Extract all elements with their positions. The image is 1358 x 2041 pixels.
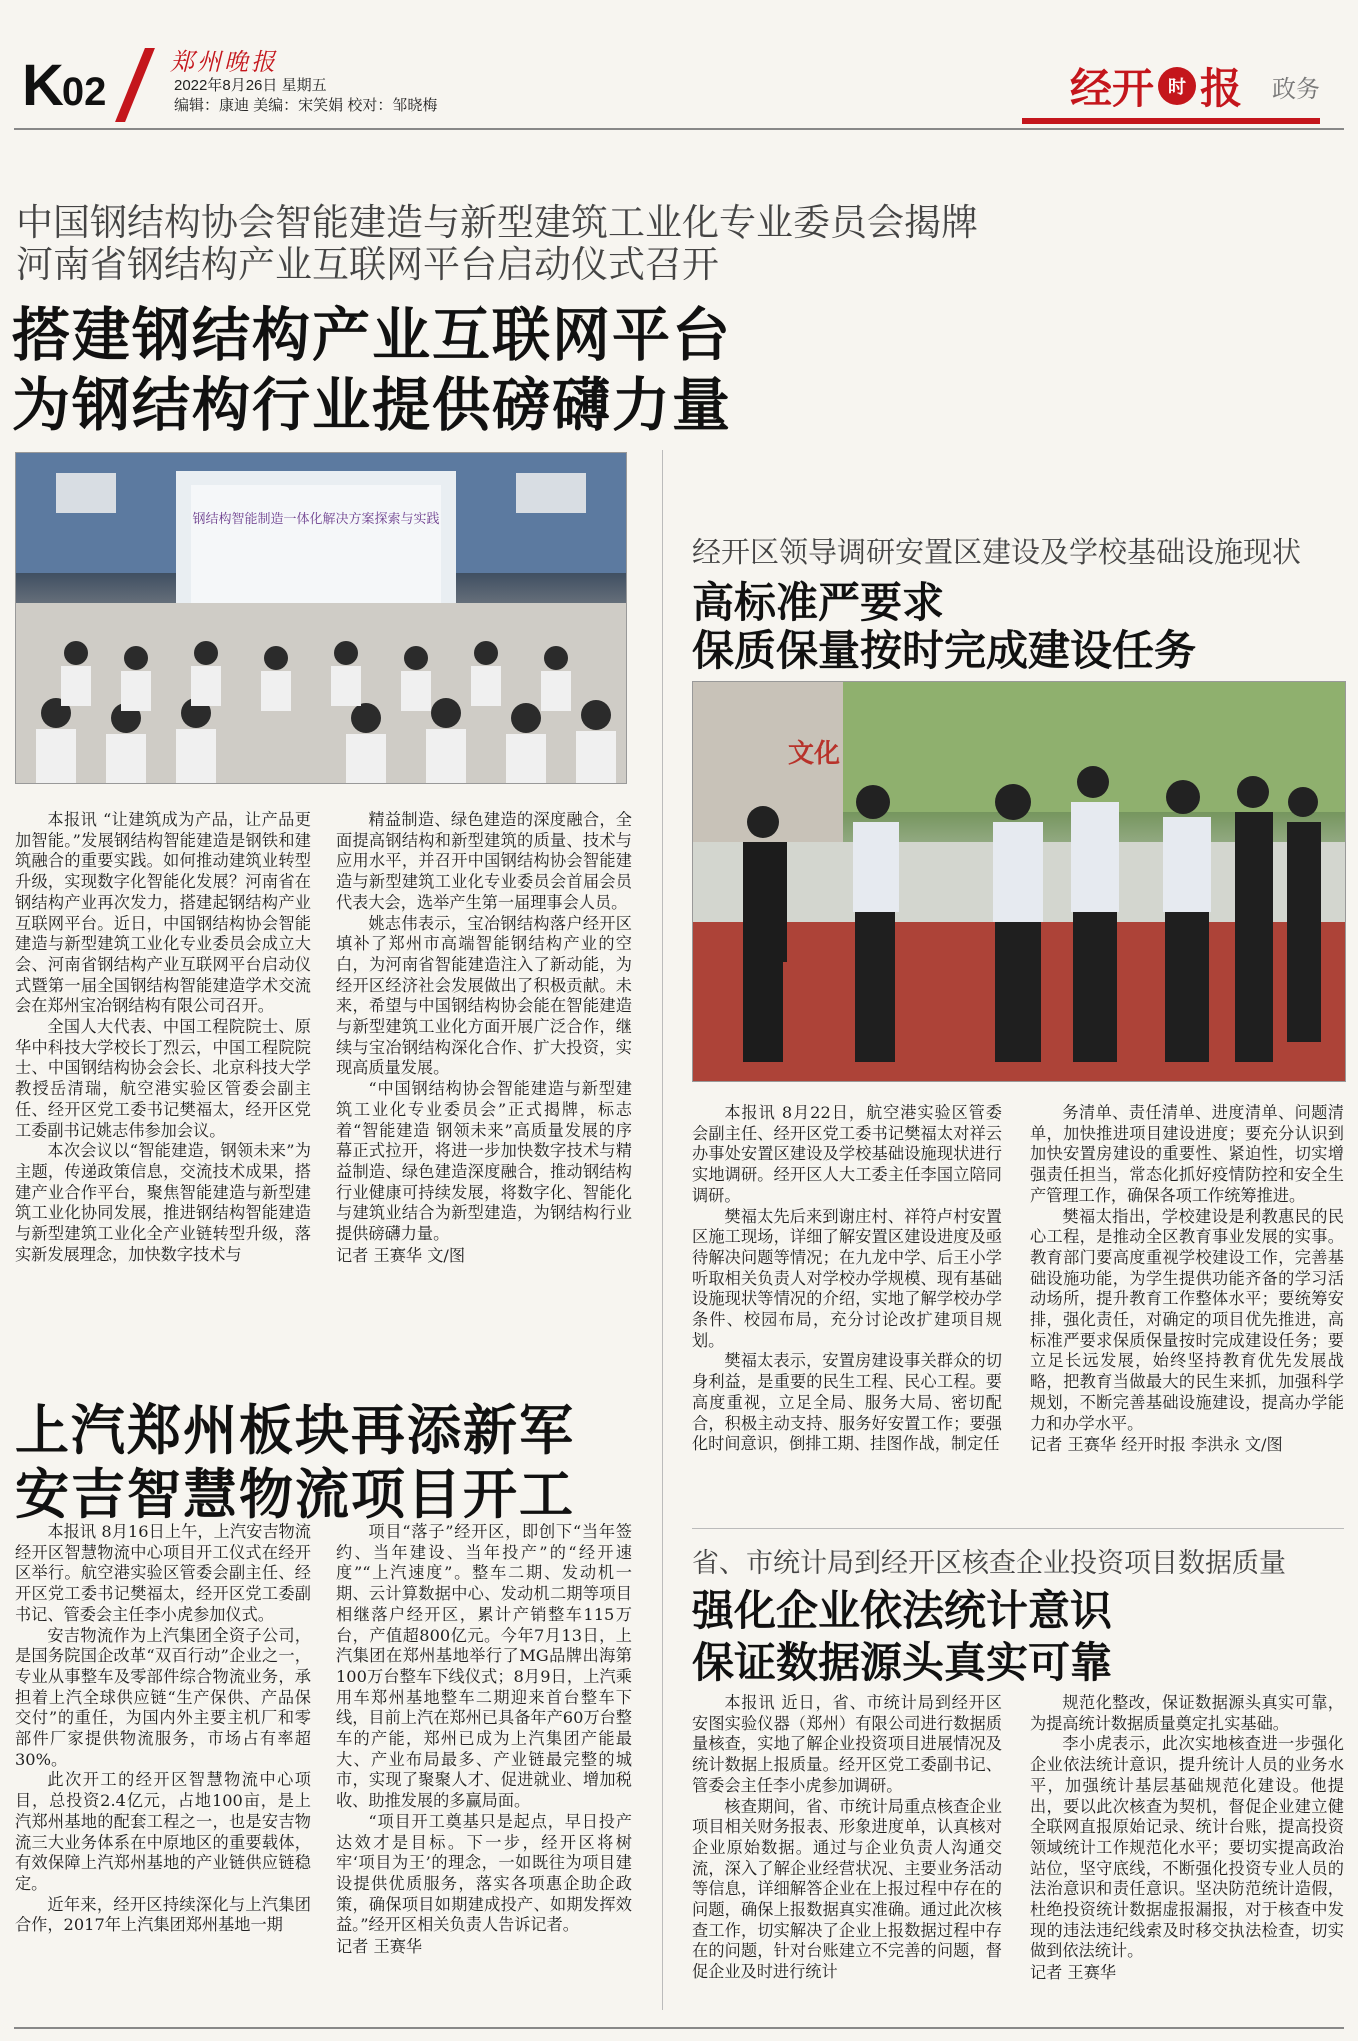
editor-credits: 编辑：康迪 美编：宋笑娟 校对：邹晓梅 <box>174 97 438 114</box>
article1-headline-2: 为钢结构行业提供磅礴力量 <box>12 373 733 438</box>
article2-photo-inspection <box>692 681 1346 1082</box>
article1-pre-title-1: 中国钢结构协会智能建造与新型建筑工业化专业委员会揭牌 <box>16 202 978 243</box>
article2-headline-2: 保质保量按时完成建设任务 <box>692 627 1197 674</box>
article4-column-b <box>1030 1693 1344 1984</box>
article1-photo-conference <box>15 452 627 784</box>
paragraph: 务清单、责任清单、进度清单、问题清单，加快推进项目建设进度；要充分认识到加快安置房建设的重要性、紧迫性，切实增强责任担当，常态化抓好疫情防控和安全生产管理工作，确保各项工作统筹推进。 <box>1030 1103 1344 1205</box>
masthead-slash <box>115 48 155 122</box>
article2-column-b <box>1030 1103 1344 1456</box>
paragraph: 近年来，经开区持续深化与上汽集团合作，2017年上汽集团郑州基地一期 <box>15 1894 311 1935</box>
article3-headline-2: 安吉智慧物流项目开工 <box>15 1465 575 1525</box>
paragraph: 本报讯 “让建筑成为产品，让产品更加智能。”发展钢结构智能建造是钢铁和建筑融合的重要实践。如何推动建筑业转型升级，实现数字化智能化发展？河南省在钢结构产业再次发力，搭建起钢结构产业互联网平台。近日，中国钢结构协会智能建造与新型建筑工业化专业委员会成立大会、河南省钢结构产业互联网平台启动仪式暨第一届全国钢结构智能建造学术交流会在郑州宝冶钢结构有限公司召开。 <box>15 810 311 1016</box>
inspection-illustration <box>693 682 1345 1081</box>
section-divider <box>692 1528 1344 1529</box>
article2-column-a <box>692 1103 1002 1455</box>
paragraph: 樊福太表示，安置房建设事关群众的切身利益，是重要的民生工程、民心工程。要高度重视，立足全局、服务大局、密切配合，积极主动支持、服务好安置工作；要强化时间意识，倒排工期、挂图作战，制定任 <box>692 1351 1002 1454</box>
paragraph: 规范化整改，保证数据源头真实可靠，为提高统计数据质量奠定扎实基础。 <box>1030 1693 1344 1733</box>
paragraph: 全国人大代表、中国工程院院士、原华中科技大学校长丁烈云，中国工程院院士、中国钢结构协会会长、北京科技大学教授岳清瑞，航空港实验区管委会副主任、经开区党工委书记樊福太，经开区党工委副书记姚志伟参加会议。 <box>15 1017 311 1140</box>
paragraph: 本报讯 8月22日，航空港实验区管委会副主任、经开区党工委书记樊福太对祥云办事处安置区建设及学校基础设施现状进行实地调研。经开区人大工委主任李国立陪同调研。 <box>692 1103 1002 1205</box>
wall-text: 文化 <box>788 739 841 769</box>
article4-column-a <box>692 1693 1002 1983</box>
paragraph: 樊福太先后来到谢庄村、祥符卢村安置区施工现场，详细了解安置区建设进度及亟待解决问题等情况；在九龙中学、后王小学听取相关负责人对学校办学规模、现有基础设施现状等情况的介绍，实地了解学校办学条件、校园布局，充分讨论改扩建项目规划。 <box>692 1206 1002 1350</box>
paragraph: 项目“落子”经开区，即创下“当年签约、当年建设、当年投产”的“经开速度”“上汽速度”。整车二期、发动机一期、云计算数据中心、发动机二期等项目相继落户经开区，累计产销整车115万台，产值超800亿元。今年7月13日，上汽集团在郑州基地举行了MG品牌出海第100万台整车下线仪式；8月9日，上汽乘用车郑州基地整车二期迎来首台整车下线，目前上汽在郑州已具备年产60万台整车的产能，郑州已成为上汽集团产能最大、产业布局最多、产业链最完整的城市，实现了聚聚人才、促进就业、增加税收、助推发展的多赢局面。 <box>336 1522 632 1811</box>
paragraph: 本次会议以“智能建造，钢领未来”为主题，传递政策信息，交流技术成果，搭建产业合作平台，聚焦智能建造与新型建筑工业化协同发展，推进钢结构智能建造与新型建筑工业化全产业链转型升级，落实新发展理念，加快数字技术与 <box>15 1141 311 1264</box>
brand-underline <box>1022 118 1320 124</box>
bottom-rule <box>14 2027 1344 2029</box>
article2-sub-title: 经开区领导调研安置区建设及学校基础设施现状 <box>692 537 1302 569</box>
section-brand-circle: 时 <box>1158 67 1196 105</box>
paragraph: 此次开工的经开区智慧物流中心项目，总投资2.4亿元，占地100亩，是上汽郑州基地的配套工程之一，也是安吉物流三大业务体系在中原地区的重要载体，有效保障上汽郑州基地的产业链供应链稳定。 <box>15 1770 311 1893</box>
article3-byline: 记者 王赛华 <box>336 1937 423 1957</box>
paragraph: 精益制造、绿色建造的深度融合，全面提高钢结构和新型建筑的质量、技术与应用水平，并召开中国钢结构协会智能建造与新型建筑工业化专业委员会首届会员代表大会，选举产生第一届理事会人员。 <box>336 810 632 912</box>
article4-headline-1: 强化企业依法统计意识 <box>692 1587 1113 1634</box>
article3-headline-1: 上汽郑州板块再添新军 <box>15 1401 575 1461</box>
article3-column-b <box>336 1522 632 1958</box>
article3-column-a <box>15 1522 311 1936</box>
article1-column-b <box>336 810 632 1266</box>
paragraph: 李小虎表示，此次实地核查进一步强化企业依法统计意识，提升统计人员的业务水平，加强统计基层基础规范化建设。他提出，要以此次核查为契机，督促企业建立健全联网直报原始记录、统计台账，提高投资领域统计工作规范化水平；要切实提高政治站位，坚守底线，不断强化投资专业人员的法治意识和责任意识。坚决防范统计造假，杜绝投资统计数据虚报漏报，对于核查中发现的违法违纪线索及时移交执法检查，切实做到依法统计。 <box>1030 1734 1344 1961</box>
newspaper-logo: 郑州晚报 <box>170 48 278 76</box>
section-name: 政务 <box>1272 75 1320 103</box>
paragraph: “中国钢结构协会智能建造与新型建筑工业化专业委员会”正式揭牌，标志着“智能建造 钢领未来”高质量发展的序幕正式拉开，将进一步加快数字技术与精益制造、绿色建造深度融合，推动钢结构行业健康可持续发展，将数字化、智能化与建筑业结合为新型建造，为钢结构行业提供磅礴力量。 <box>336 1079 632 1244</box>
paragraph: 核查期间，省、市统计局重点核查企业项目相关财务报表、形象进度单，认真核对企业原始数据。通过与企业负责人沟通交流，深入了解企业经营状况、主要业务活动等信息，详细解答企业在上报过程中存在的问题，确保上报数据真实准确。通过此次核查工作，切实解决了企业上报数据过程中存在的问题，针对台账建立不完善的问题，督促企业及时进行统计 <box>692 1796 1002 1982</box>
issue-date: 2022年8月26日 星期五 <box>174 77 327 94</box>
paragraph: 姚志伟表示，宝冶钢结构落户经开区填补了郑州市高端智能钢结构产业的空白，为河南省智能建造注入了新动能，为经开区经济社会发展做出了积极贡献。未来，希望与中国钢结构协会能在智能建造与新型建筑工业化方面开展广泛合作，继续与宝冶钢结构深化合作、扩大投资，实现高质量发展。 <box>336 913 632 1078</box>
paragraph: 本报讯 8月16日上午，上汽安吉物流经开区智慧物流中心项目开工仪式在经开区举行。航空港实验区管委会副主任、经开区党工委书记樊福太，经开区党工委副书记、管委会主任李小虎参加仪式。 <box>15 1522 311 1624</box>
paragraph: “项目开工奠基只是起点，早日投产达效才是目标。下一步，经开区将树牢‘项目为王’的理念，一如既往为项目建设提供优质服务，落实各项惠企助企政策，确保项目如期建成投产、如期发挥效益。”经开区相关负责人告诉记者。 <box>336 1811 632 1935</box>
paragraph: 安吉物流作为上汽集团全资子公司，是国务院国企改革“双百行动”企业之一，专业从事整车及零部件综合物流业务，承担着上汽全球供应链“生产保供、产品保交付”的重任，为国内外主要主机厂和零部件厂家提供物流服务，市场占有率超30%。 <box>15 1625 311 1769</box>
article2-headline-1: 高标准严要求 <box>692 579 945 626</box>
conference-illustration <box>16 453 626 783</box>
article2-byline: 记者 王赛华 经开时报 李洪永 文/图 <box>1030 1435 1283 1455</box>
article4-byline: 记者 王赛华 <box>1030 1963 1117 1983</box>
column-divider <box>662 450 663 2010</box>
top-rule <box>14 128 1344 130</box>
stage-banner-text: 钢结构智能制造一体化解决方案探索与实践 <box>192 512 440 527</box>
article4-sub-title: 省、市统计局到经开区核查企业投资项目数据质量 <box>692 1548 1286 1578</box>
article1-column-a <box>15 810 311 1265</box>
article1-byline: 记者 王赛华 文/图 <box>336 1245 466 1265</box>
paragraph: 樊福太指出，学校建设是利教惠民的民心工程，是推动全区教育事业发展的实事。教育部门要高度重视学校建设工作，完善基础设施功能，为学生提供功能齐备的学习活动场所，提升教育工作整体水平；要统筹安排，强化责任，对确定的项目优先推进，高标准严要求保质保量按时完成建设任务；要立足长远发展，始终坚持教育优先发展战略，把教育当做最大的民生来抓，加强科学规划，不断完善基础设施建设，提高办学能力和办学水平。 <box>1030 1206 1344 1433</box>
paragraph: 本报讯 近日，省、市统计局到经开区安图实验仪器（郑州）有限公司进行数据质量核查，实地了解企业投资项目进展情况及统计数据上报质量。经开区党工委副书记、管委会主任李小虎参加调研。 <box>692 1693 1002 1795</box>
section-brand: 经开 时 报 政务 <box>1069 65 1320 112</box>
page-number: K02 <box>22 53 107 118</box>
article1-pre-title-2: 河南省钢结构产业互联网平台启动仪式召开 <box>16 244 719 285</box>
article1-headline-1: 搭建钢结构产业互联网平台 <box>12 303 733 368</box>
article4-headline-2: 保证数据源头真实可靠 <box>692 1639 1113 1686</box>
